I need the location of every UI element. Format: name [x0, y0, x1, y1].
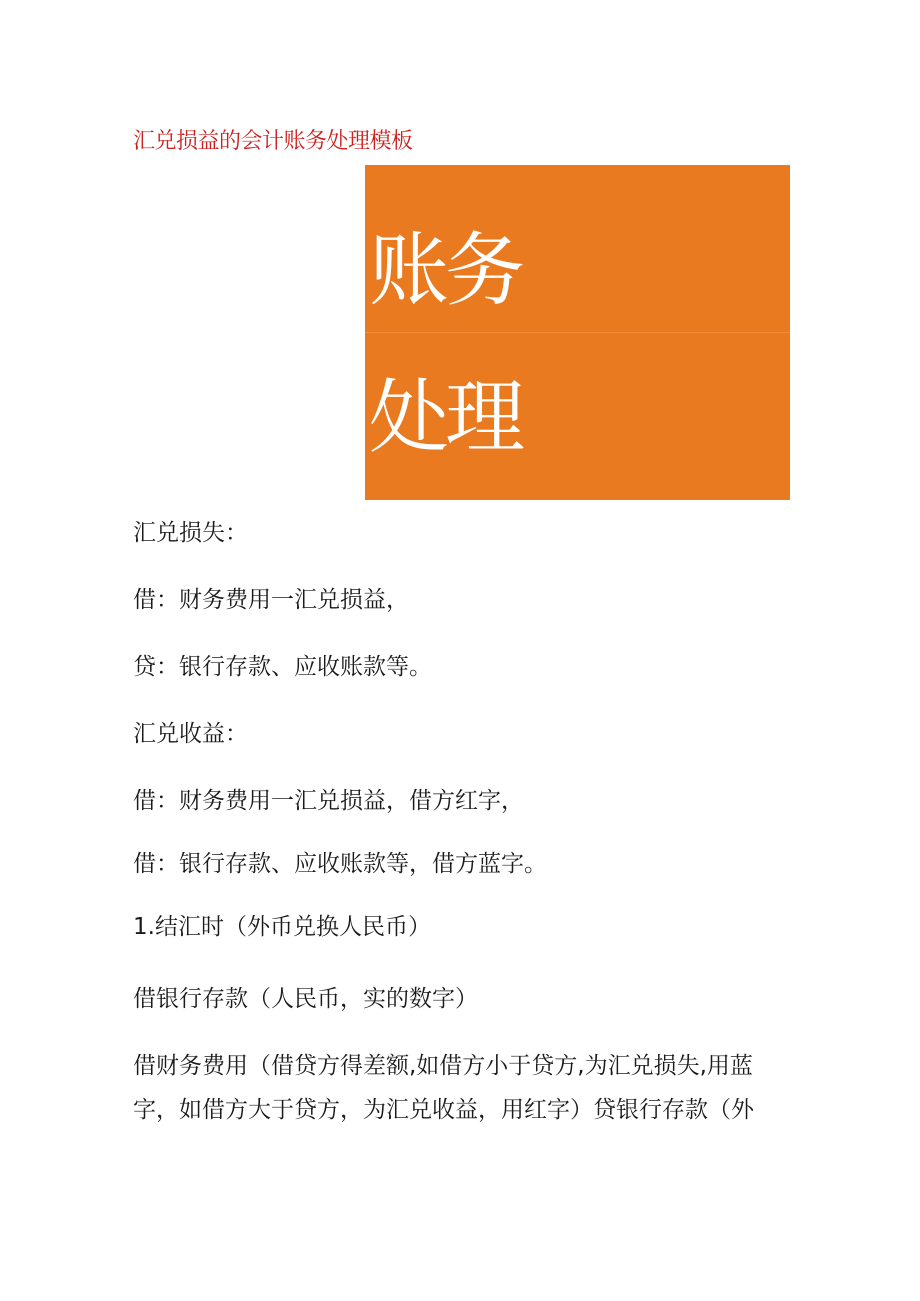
paragraph-settlement-heading: 1.结汇时（外币兑换人民币）: [133, 914, 431, 940]
banner-text-line2: 处理: [369, 371, 521, 464]
paragraph-gain-heading: 汇兑收益：: [133, 721, 248, 747]
banner-image: [365, 165, 790, 500]
paragraph-loss-credit: 贷：银行存款、应收账款等。: [133, 654, 432, 680]
paragraph-loss-heading: 汇兑损失：: [133, 520, 248, 546]
paragraph-loss-debit: 借：财务费用一汇兑损益，: [133, 587, 409, 613]
page-title: 汇兑损益的会计账务处理模板: [133, 129, 413, 154]
paragraph-finance-expense: 借财务费用（借贷方得差额,如借方小于贷方,为汇兑损失,用蓝字，如借方大于贷方，为汇兑收益，用红字）贷银行存款（外: [133, 1053, 754, 1123]
banner-text-line1: 账务: [369, 224, 521, 317]
paragraph-gain-debit-red: 借：财务费用一汇兑损益，借方红字，: [133, 788, 524, 814]
paragraph-bank-deposit: 借银行存款（人民币，实的数字）: [133, 986, 478, 1012]
paragraph-gain-debit-blue: 借：银行存款、应收账款等，借方蓝字。: [133, 851, 547, 877]
banner-divider: [365, 332, 790, 333]
